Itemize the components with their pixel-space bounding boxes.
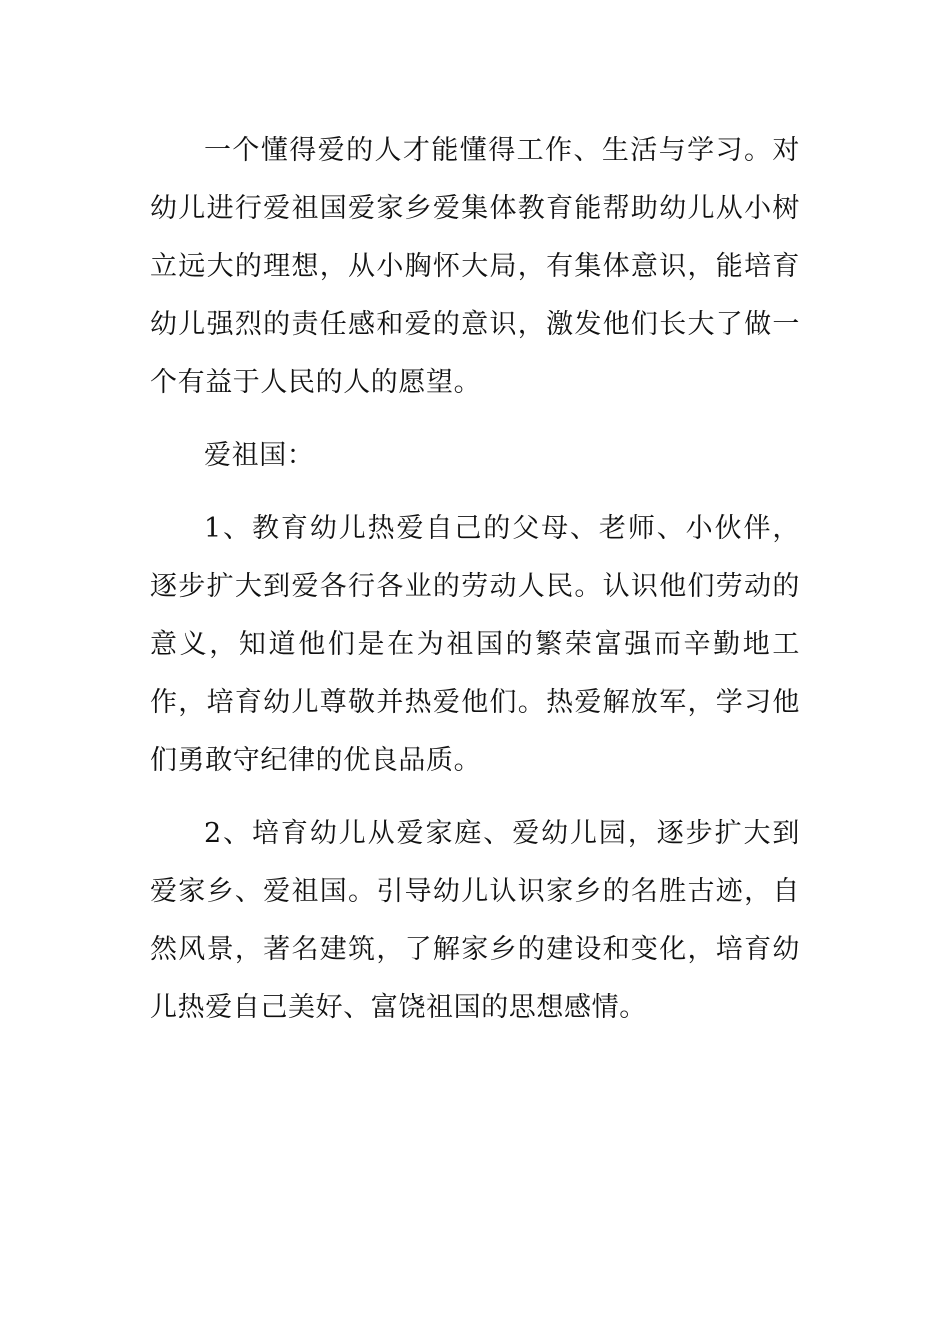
paragraph-item-2: 2、培育幼儿从爱家庭、爱幼儿园，逐步扩大到爱家乡、爱祖国。引导幼儿认识家乡的名胜古迹，自然风景，著名建筑，了解家乡的建设和变化，培育幼儿热爱自己美好、富饶祖国的思想感情。 bbox=[150, 818, 800, 1023]
section-heading-love-country: 爱祖国： bbox=[204, 440, 315, 471]
paragraph-intro: 一个懂得爱的人才能懂得工作、生活与学习。对幼儿进行爱祖国爱家乡爱集体教育能帮助幼儿从小树立远大的理想，从小胸怀大局，有集体意识，能培育幼儿强烈的责任感和爱的意识，激发他们长大了做一个有益于人民的人的愿望。 bbox=[150, 135, 800, 398]
paragraph-item-1: 1、教育幼儿热爱自己的父母、老师、小伙伴，逐步扩大到爱各行各业的劳动人民。认识他们劳动的意义，知道他们是在为祖国的繁荣富强而辛勤地工作，培育幼儿尊敬并热爱他们。热爱解放军，学习他们勇敢守纪律的优良品质。 bbox=[150, 513, 800, 776]
document-body bbox=[150, 122, 800, 1052]
